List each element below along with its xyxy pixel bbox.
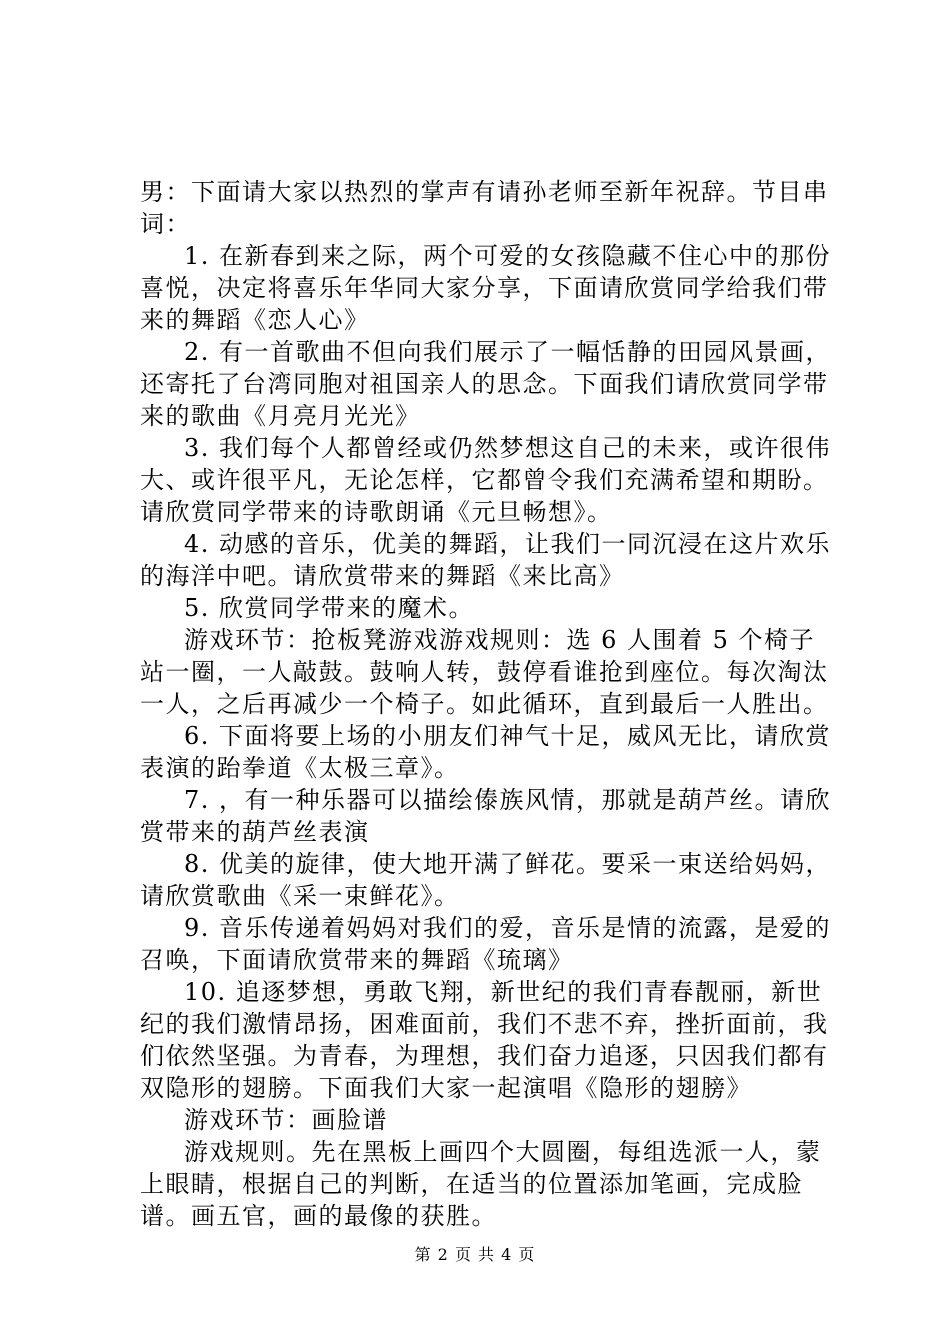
- paragraph-intro: 男：下面请大家以热烈的掌声有请孙老师至新年祝辞。节目串词：: [140, 178, 829, 238]
- paragraph-item-1: 1. 在新春到来之际，两个可爱的女孩隐藏不住心中的那份喜悦，决定将喜乐年华同大家分享，下面请欣赏同学给我们带来的舞蹈《恋人心》: [140, 242, 832, 334]
- paragraph-item-7: 7. ，有一种乐器可以描绘傣族风情，那就是葫芦丝。请欣赏带来的葫芦丝表演: [140, 786, 832, 846]
- paragraph-item-4: 4. 动感的音乐，优美的舞蹈，让我们一同沉浸在这片欢乐的海洋中吧。请欣赏带来的舞蹈《来比高》: [140, 530, 832, 590]
- paragraph-item-2: 2. 有一首歌曲不但向我们展示了一幅恬静的田园风景画，还寄托了台湾同胞对祖国亲人的思念。下面我们请欣赏同学带来的歌曲《月亮月光光》: [140, 338, 832, 430]
- document-body: [140, 176, 840, 1232]
- paragraph-item-6: 6. 下面将要上场的小朋友们神气十足，威风无比，请欣赏表演的跆拳道《太极三章》。: [140, 722, 832, 782]
- page-footer: [0, 1244, 950, 1266]
- paragraph-game-face-title: 游戏环节：画脸谱: [184, 1106, 388, 1134]
- paragraph-game-chairs: 游戏环节：抢板凳游戏游戏规则：选 6 人围着 5 个椅子站一圈，一人敲鼓。鼓响人转，鼓停看谁抢到座位。每次淘汰一人，之后再减少一个椅子。如此循环，直到最后一人胜出。: [140, 626, 829, 718]
- paragraph-item-5: 5. 欣赏同学带来的魔术。: [184, 594, 475, 622]
- paragraph-item-3: 3. 我们每个人都曾经或仍然梦想这自己的未来，或许很伟大、或许很平凡，无论怎样，它都曾令我们充满希望和期盼。请欣赏同学带来的诗歌朗诵《元旦畅想》。: [140, 434, 832, 526]
- paragraph-item-9: 9. 音乐传递着妈妈对我们的爱，音乐是情的流露，是爱的召唤，下面请欣赏带来的舞蹈《琉璃》: [140, 914, 832, 974]
- page-number-label: 第 2 页 共 4 页: [414, 1245, 536, 1264]
- paragraph-item-10: 10. 追逐梦想，勇敢飞翔，新世纪的我们青春靓丽，新世纪的我们激情昂扬，困难面前，我们不悲不弃，挫折面前，我们依然坚强。为青春，为理想，我们奋力追逐，只因我们都有双隐形的翅膀。下面我们大家一起演唱《隐形的翅膀》: [140, 978, 829, 1102]
- paragraph-item-8: 8. 优美的旋律，使大地开满了鲜花。要采一束送给妈妈，请欣赏歌曲《采一束鲜花》。: [140, 850, 832, 910]
- paragraph-game-face-rules: 游戏规则。先在黑板上画四个大圆圈，每组选派一人，蒙上眼睛，根据自己的判断，在适当的位置添加笔画，完成脸谱。画五官，画的最像的获胜。: [140, 1138, 822, 1230]
